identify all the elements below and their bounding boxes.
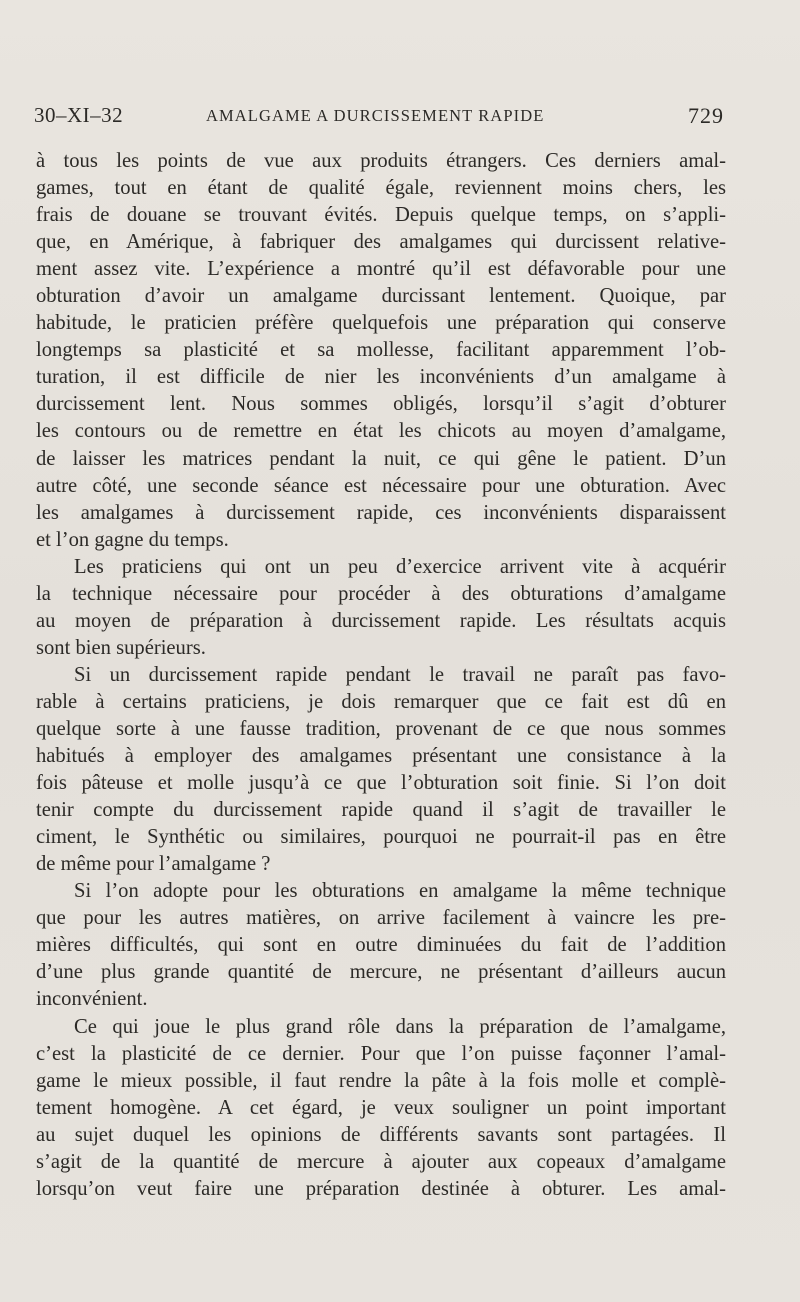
text-line: durcissement lent. Nous sommes obligés, lorsqu’il s’agit d’obturer [36,393,726,416]
header-date: 30–XI–32 [34,103,124,127]
text-line: d’une plus grande quantité de mercure, ne présentant d’ailleurs aucun [36,961,726,984]
text-line: que, en Amérique, à fabriquer des amalgames qui durcissent relative- [36,231,726,254]
header-title: AMALGAME A DURCISSEMENT RAPIDE [206,106,545,125]
text-line: Si un durcissement rapide pendant le travail ne paraît pas favo- [74,663,726,686]
text-line: de laisser les matrices pendant la nuit, ce qui gêne le patient. D’un [36,447,726,470]
text-line: la technique nécessaire pour procéder à des obturations d’amalgame [36,582,726,605]
text-line: frais de douane se trouvant évités. Depuis quelque temps, on s’appli- [36,204,726,227]
text-line: à tous les points de vue aux produits étrangers. Ces derniers amal- [36,150,726,172]
text-line: game le mieux possible, il faut rendre la pâte à la fois molle et complè- [36,1069,726,1092]
text-line: longtemps sa plasticité et sa mollesse, facilitant apparemment l’ob- [36,339,726,362]
text-line: tenir compte du durcissement rapide quand il s’agit de travailler le [36,799,726,822]
text-line: ciment, le Synthétic ou similaires, pourquoi ne pourrait-il pas en être [36,826,726,849]
page-number: 729 [688,103,724,128]
text-line: sont bien supérieurs. [36,636,206,659]
text-line: et l’on gagne du temps. [36,528,229,551]
text-line: Ce qui joue le plus grand rôle dans la préparation de l’amalgame, [74,1015,726,1038]
text-line: games, tout en étant de qualité égale, reviennent moins chers, les [36,177,726,200]
text-line: au moyen de préparation à durcissement rapide. Les résultats acquis [36,609,726,632]
text-line: les contours ou de remettre en état les chicots au moyen d’amalgame, [36,420,726,443]
text-line: rable à certains praticiens, je dois remarquer que ce fait est dû en [36,690,726,713]
running-header [34,103,724,127]
text-line: c’est la plasticité de ce dernier. Pour que l’on puisse façonner l’amal- [36,1042,726,1065]
text-line: Si l’on adopte pour les obturations en amalgame la même technique [74,880,726,903]
text-line: tement homogène. A cet égard, je veux souligner un point important [36,1096,726,1119]
text-line: les amalgames à durcissement rapide, ces inconvénients disparaissent [36,501,726,524]
text-line: quelque sorte à une fausse tradition, provenant de ce que nous sommes [36,717,726,740]
body-text [36,148,726,1203]
text-line: inconvénient. [36,988,148,1011]
text-line: autre côté, une seconde séance est nécessaire pour une obturation. Avec [36,474,726,497]
text-line: fois pâteuse et molle jusqu’à ce que l’obturation soit finie. Si l’on doit [36,772,726,795]
text-line: au sujet duquel les opinions de différents savants sont partagées. Il [36,1123,726,1146]
text-line: ment assez vite. L’expérience a montré qu’il est défavorable pour une [36,258,726,281]
text-line: que pour les autres matières, on arrive facilement à vaincre les pre- [36,907,726,930]
text-line: obturation d’avoir un amalgame durcissant lentement. Quoique, par [36,285,726,308]
text-line: mières difficultés, qui sont en outre diminuées du fait de l’addition [36,934,726,957]
text-line: s’agit de la quantité de mercure à ajouter aux copeaux d’amalgame [36,1150,726,1173]
text-line: habitude, le praticien préfère quelquefois une préparation qui conserve [36,312,726,335]
text-line: de même pour l’amalgame ? [36,853,271,876]
text-line: turation, il est difficile de nier les inconvénients d’un amalgame à [36,366,726,389]
text-line: Les praticiens qui ont un peu d’exercice arrivent vite à acquérir [74,555,726,578]
text-line: lorsqu’on veut faire une préparation destinée à obturer. Les amal- [36,1177,726,1200]
text-line: habitués à employer des amalgames présentant une consistance à la [36,745,726,768]
